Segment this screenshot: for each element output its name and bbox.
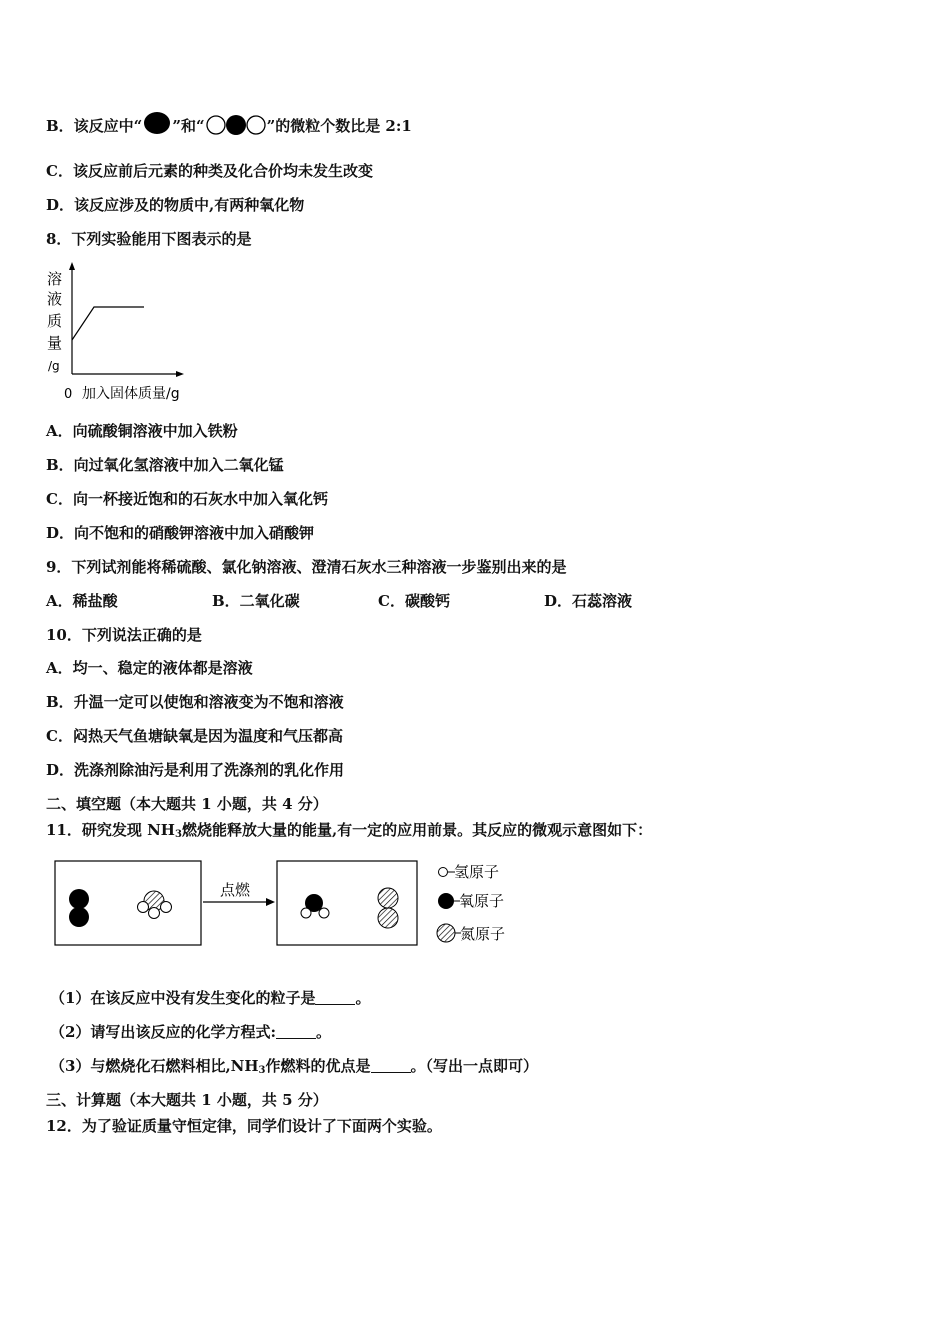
q10-option-c: C．闷热天气鱼塘缺氧是因为温度和气压都高 [46, 727, 343, 745]
q10-option-d: D．洗涤剂除油污是利用了洗涤剂的乳化作用 [46, 761, 345, 779]
section-2-heading: 二、填空题（本大题共 1 小题，共 4 分） [46, 795, 328, 813]
q9-stem: 9．下列试剂能将稀硫酸、氯化钠溶液、澄清石灰水三种溶液一步鉴别出来的是 [46, 558, 567, 576]
arrow-condition-label: 点燃 [220, 881, 251, 899]
q10-option-b: B．升温一定可以使饱和溶液变为不饱和溶液 [46, 693, 344, 711]
q9-option-a: A．稀盐酸 [46, 592, 118, 610]
q9-option-d: D．石蕊溶液 [544, 592, 633, 610]
q11-part-3: （3）与燃烧化石燃料相比$,NH_3$作燃料的优点是 。（写出一点即可） [50, 1057, 539, 1076]
q8-option-a: A．向硫酸铜溶液中加入铁粉 [46, 422, 238, 440]
q7-option-c: C．该反应前后元素的种类及化合价均未发生改变 [46, 162, 373, 180]
q9-option-c: C．碳酸钙 [378, 592, 450, 610]
legend-oxygen [438, 892, 504, 910]
graph-ylabel-1: 溶 [47, 270, 63, 288]
oxygen-molecule-icon [142, 109, 172, 137]
legend-oxygen-label: 氧原子 [459, 892, 505, 910]
q10-stem: 10．下列说法正确的是 [46, 626, 202, 644]
legend-hydrogen-label: 氢原子 [454, 863, 500, 881]
legend-nitrogen [437, 924, 505, 943]
q11-part-2: （2）请写出该反应的化学方程式: 。 [50, 1023, 331, 1041]
q9-options [46, 591, 632, 611]
q11-reaction-diagram [50, 855, 550, 953]
graph-ylabel-4: 量 [47, 334, 63, 352]
co2-molecule-icon [205, 114, 267, 136]
q12-stem: 12．为了验证质量守恒定律，同学们设计了下面两个实验。 [46, 1117, 442, 1135]
graph-ylabel-2: 液 [47, 290, 63, 308]
q8-stem: 8．下列实验能用下图表示的是 [46, 230, 252, 248]
q9-option-b: B．二氧化碳 [212, 592, 300, 610]
legend-hydrogen [439, 863, 500, 881]
graph-ylabel-3: 质 [47, 312, 63, 330]
q10-option-a: A．均一、稳定的液体都是溶液 [46, 659, 253, 677]
graph-origin-label: 0 [64, 387, 73, 402]
q8-graph [40, 262, 210, 407]
answer-blank-2[interactable] [276, 1024, 316, 1039]
q11-part-1: （1）在该反应中没有发生变化的粒子是 。 [50, 989, 371, 1007]
answer-blank-3[interactable] [371, 1058, 411, 1073]
section-3-heading: 三、计算题（本大题共 1 小题，共 5 分） [46, 1091, 328, 1109]
q8-option-b: B．向过氧化氢溶液中加入二氧化锰 [46, 456, 284, 474]
q7-option-b: B．该反应中“ ”和“ ”的微粒个数比是 2:1 [46, 114, 412, 137]
graph-xlabel: 加入固体质量/g [82, 386, 180, 402]
q8-option-c: C．向一杯接近饱和的石灰水中加入氧化钙 [46, 490, 328, 508]
q11-stem: 11．研究发现 $NH_3$燃烧能释放大量的能量,有一定的应用前景。其反应的微观示意图如下： [46, 821, 653, 840]
answer-blank-1[interactable] [315, 990, 355, 1005]
legend-nitrogen-label: 氮原子 [460, 925, 506, 943]
q8-option-d: D．向不饱和的硝酸钾溶液中加入硝酸钾 [46, 524, 315, 542]
q7-option-d: D．该反应涉及的物质中,有两种氧化物 [46, 196, 305, 214]
graph-ylabel-unit: /g [48, 359, 60, 373]
